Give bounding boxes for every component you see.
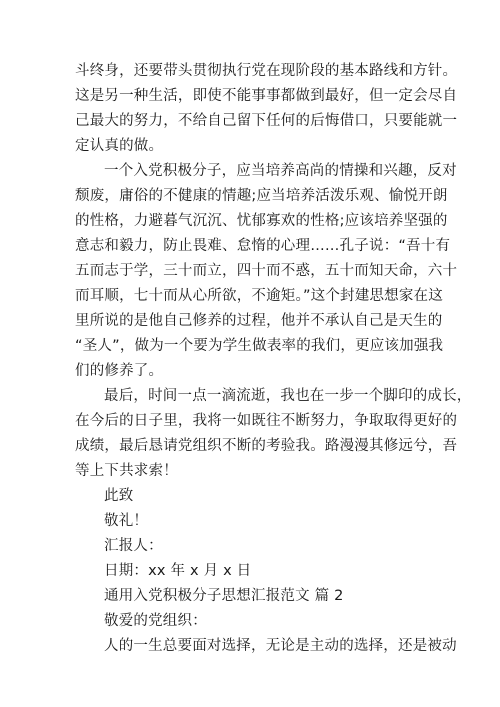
date-line: 日期：xx 年 x 月 x 日 xyxy=(104,563,252,579)
paragraph-line: 最后，时间一点一滴流逝，我也在一步一个脚印的成长， xyxy=(104,388,472,404)
paragraph-line: 成绩，最后恳请党组织不断的考验我。路漫漫其修远兮，吾 xyxy=(75,438,458,454)
paragraph-line: 这是另一种生活，即使不能事事都做到最好，但一定会尽自 xyxy=(75,88,458,104)
paragraph-line: 等上下共求索！ xyxy=(75,463,178,479)
paragraph-line: 五而志于学，三十而立，四十而不惑，五十而知天命，六十 xyxy=(75,263,458,279)
closing-salutation: 此致 xyxy=(104,488,134,504)
reporter-label: 汇报人： xyxy=(104,538,163,554)
paragraph-line: 而耳顺，七十而从心所欲，不逾矩。”这个封建思想家在这 xyxy=(75,288,443,304)
paragraph-line: 们的修养了。 xyxy=(75,363,164,379)
paragraph-line: 颓废，庸俗的不健康的情趣;应当培养活泼乐观、愉悦开朗 xyxy=(75,188,448,204)
section-heading: 通用入党积极分子思想汇报范文 篇 2 xyxy=(104,588,344,604)
paragraph-line: “圣人”，做为一个要为学生做表率的我们，更应该加强我 xyxy=(75,338,444,354)
closing-respect: 敬礼！ xyxy=(104,513,149,529)
paragraph-line: 里所说的是他自己修养的过程，他并不承认自己是天生的 xyxy=(75,313,443,329)
paragraph-line: 人的一生总要面对选择，无论是主动的选择，还是被动 xyxy=(104,638,457,654)
paragraph-line: 斗终身，还要带头贯彻执行党在现阶段的基本路线和方针。 xyxy=(75,63,458,79)
paragraph-line: 意志和毅力，防止畏难、怠惰的心理……孔子说：“吾十有 xyxy=(75,238,451,254)
paragraph-line: 在今后的日子里，我将一如既往不断努力，争取取得更好的 xyxy=(75,413,458,429)
paragraph-line: 定认真的做。 xyxy=(75,138,164,154)
paragraph-line: 己最大的努力，不给自己留下任何的后悔借口，只要能就一 xyxy=(75,113,458,129)
paragraph-line: 一个入党积极分子，应当培养高尚的情操和兴趣，反对 xyxy=(104,163,457,179)
paragraph-line: 的性格，力避暮气沉沉、忧郁寡欢的性格;应该培养坚强的 xyxy=(75,213,448,229)
greeting-line: 敬爱的党组织： xyxy=(104,613,207,629)
